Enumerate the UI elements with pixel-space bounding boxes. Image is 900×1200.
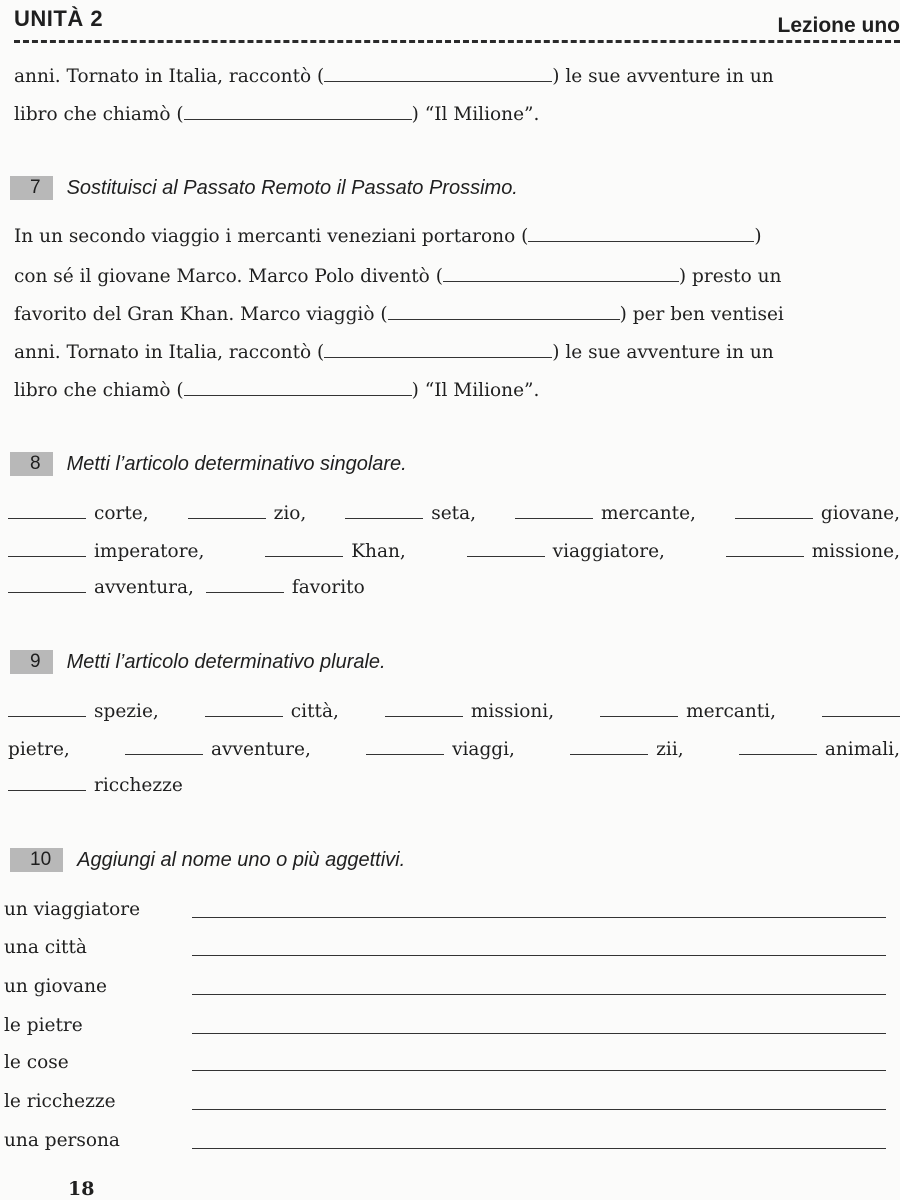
answer-blank[interactable] — [324, 65, 552, 82]
page-number: 18 — [68, 1178, 95, 1200]
noun-row — [4, 971, 900, 997]
exercise-title: Metti l’articolo determinativo plurale. — [66, 650, 386, 673]
article-blank[interactable] — [366, 738, 444, 755]
adjective-answer-line[interactable] — [192, 955, 886, 956]
answer-blank[interactable] — [388, 303, 620, 320]
article-item: viaggiatore, — [467, 540, 665, 562]
article-blank[interactable] — [739, 738, 817, 755]
ex7-line-2: con sé il giovane Marco. Marco Polo diventò ( ) presto un — [14, 266, 782, 287]
article-blank[interactable] — [515, 502, 593, 519]
exercise-8-heading — [10, 450, 407, 478]
ex7-line-3: favorito del Gran Khan. Marco viaggiò ( ) per ben ventisei — [14, 304, 784, 325]
top-line-1: anni. Tornato in Italia, raccontò ( ) le sue avventure in un — [14, 66, 774, 87]
noun-row — [4, 1047, 900, 1073]
article-blank[interactable] — [600, 700, 678, 717]
article-blank[interactable] — [385, 700, 463, 717]
exercise-title: Aggiungi al nome uno o più aggettivi. — [77, 848, 406, 871]
noun-row — [4, 932, 900, 958]
noun-label: le ricchezze — [4, 1091, 116, 1112]
noun-label: un viaggiatore — [4, 899, 141, 920]
article-item: missione, — [726, 540, 900, 562]
article-blank[interactable] — [205, 700, 283, 717]
lesson-title: Lezione uno — [777, 14, 900, 37]
article-item: mercanti, — [600, 700, 776, 722]
article-item: favorito — [206, 576, 365, 598]
article-item: ricchezze — [8, 774, 183, 796]
ex9-row-3 — [8, 774, 900, 796]
noun-label: le cose — [4, 1052, 69, 1073]
ex8-row-2 — [8, 540, 900, 562]
exercise-10-heading — [10, 846, 405, 874]
exercise-number: 7 — [10, 176, 53, 200]
answer-blank[interactable] — [184, 103, 412, 120]
exercise-title: Sostituisci al Passato Remoto il Passato Prossimo. — [66, 176, 518, 199]
article-blank[interactable] — [8, 576, 86, 593]
noun-row — [4, 894, 900, 920]
adjective-answer-line[interactable] — [192, 1109, 886, 1110]
exercise-9-heading — [10, 648, 386, 676]
article-blank[interactable] — [8, 540, 86, 557]
article-item: zii, — [570, 738, 683, 760]
article-blank[interactable] — [570, 738, 648, 755]
noun-row — [4, 1010, 900, 1036]
ex7-line-1: In un secondo viaggio i mercanti veneziani portarono ( ) — [14, 226, 762, 247]
page-header — [0, 0, 900, 56]
answer-blank[interactable] — [528, 225, 754, 242]
adjective-answer-line[interactable] — [192, 1033, 886, 1034]
ex7-line-5: libro che chiamò ( ) “Il Milione”. — [14, 380, 540, 401]
exercise-number: 9 — [10, 650, 53, 674]
exercise-title: Metti l’articolo determinativo singolare. — [66, 452, 407, 475]
exercise-7-heading — [10, 174, 518, 202]
adjective-answer-line[interactable] — [192, 1148, 886, 1149]
article-item: corte, — [8, 502, 149, 524]
header-dashed-rule — [14, 40, 900, 43]
answer-blank[interactable] — [324, 341, 552, 358]
ex9-row-1 — [8, 700, 900, 722]
article-item: missioni, — [385, 700, 554, 722]
adjective-answer-line[interactable] — [192, 1070, 886, 1071]
ex8-row-1 — [8, 502, 900, 524]
article-blank[interactable] — [345, 502, 423, 519]
article-item: seta, — [345, 502, 476, 524]
article-blank[interactable] — [8, 774, 86, 791]
noun-row — [4, 1125, 900, 1151]
article-blank[interactable] — [726, 540, 804, 557]
adjective-answer-line[interactable] — [192, 917, 886, 918]
noun-label: una città — [4, 937, 87, 958]
article-blank[interactable] — [125, 738, 203, 755]
article-item — [822, 700, 900, 717]
adjective-answer-line[interactable] — [192, 994, 886, 995]
article-item: avventura, — [8, 576, 194, 598]
noun-label: una persona — [4, 1130, 120, 1151]
noun-label: un giovane — [4, 976, 107, 997]
article-item: imperatore, — [8, 540, 204, 562]
noun-label: le pietre — [4, 1015, 83, 1036]
article-item: spezie, — [8, 700, 159, 722]
answer-blank[interactable] — [443, 265, 679, 282]
article-item: avventure, — [125, 738, 311, 760]
article-blank[interactable] — [467, 540, 545, 557]
article-blank[interactable] — [265, 540, 343, 557]
article-item: città, — [205, 700, 339, 722]
ex8-row-3 — [8, 576, 900, 598]
article-blank[interactable] — [8, 502, 86, 519]
article-blank[interactable] — [8, 700, 86, 717]
article-item: zio, — [188, 502, 307, 524]
article-item: giovane, — [735, 502, 900, 524]
exercise-number: 8 — [10, 452, 53, 476]
article-blank[interactable] — [206, 576, 284, 593]
noun-row — [4, 1086, 900, 1112]
unit-title: UNITÀ 2 — [14, 6, 104, 31]
article-item: pietre, — [8, 739, 70, 760]
article-item: Khan, — [265, 540, 406, 562]
article-blank[interactable] — [188, 502, 266, 519]
article-item: viaggi, — [366, 738, 515, 760]
article-item: mercante, — [515, 502, 696, 524]
ex9-row-2 — [8, 738, 900, 760]
article-blank[interactable] — [735, 502, 813, 519]
ex7-line-4: anni. Tornato in Italia, raccontò ( ) le sue avventure in un — [14, 342, 774, 363]
article-blank[interactable] — [822, 700, 900, 717]
exercise-number: 10 — [10, 848, 63, 872]
top-line-2: libro che chiamò ( ) “Il Milione”. — [14, 104, 540, 125]
answer-blank[interactable] — [184, 379, 412, 396]
article-item: animali, — [739, 738, 900, 760]
